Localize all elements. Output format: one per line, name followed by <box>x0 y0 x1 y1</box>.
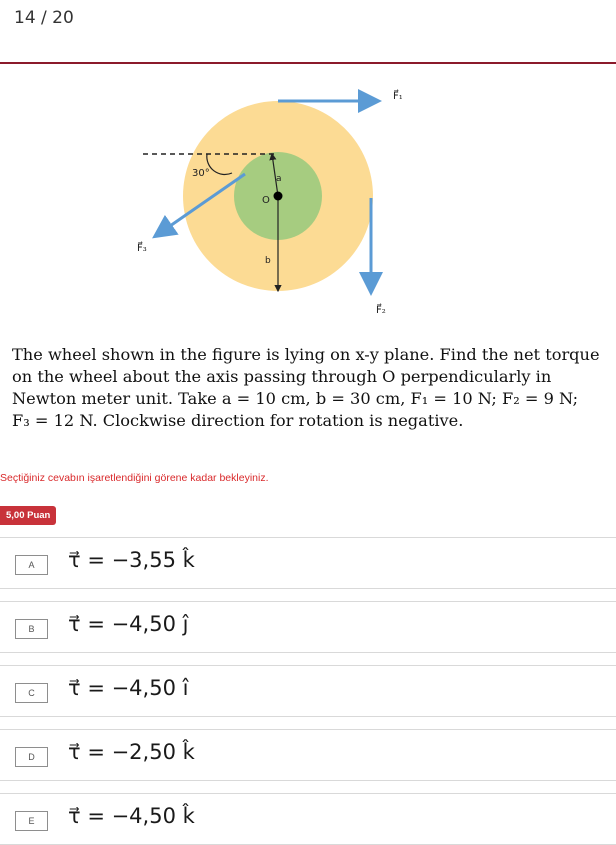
label-o: O <box>262 195 270 206</box>
header-divider <box>0 62 616 64</box>
option-text[interactable]: τ⃗ = −4,50 k̂ <box>68 804 195 828</box>
label-a: a <box>276 174 282 184</box>
label-b: b <box>265 256 271 266</box>
option-text[interactable]: τ⃗ = −3,55 k̂ <box>68 548 195 572</box>
option-text[interactable]: τ⃗ = −2,50 k̂ <box>68 740 195 764</box>
f2-label: F⃗₂ <box>376 305 386 316</box>
points-badge: 5,00 Puan <box>0 506 56 525</box>
option-b[interactable] <box>0 601 616 653</box>
option-letter[interactable]: A <box>15 555 48 575</box>
angle-label: 30° <box>192 168 210 179</box>
question-counter: 14 / 20 <box>14 8 74 28</box>
option-letter[interactable]: B <box>15 619 48 639</box>
option-letter[interactable]: C <box>15 683 48 703</box>
wheel-figure <box>0 70 616 340</box>
option-letter[interactable]: D <box>15 747 48 767</box>
question-line: The wheel shown in the figure is lying on x-y plane. Find the net torque <box>12 345 600 364</box>
question-line: Newton meter unit. Take a = 10 cm, b = 30 cm, F₁ = 10 N; F₂ = 9 N; <box>12 389 579 408</box>
option-text[interactable]: τ⃗ = −4,50 î <box>68 676 189 700</box>
f3-label: F⃗₃ <box>137 243 147 254</box>
option-c[interactable] <box>0 665 616 717</box>
option-letter[interactable]: E <box>15 811 48 831</box>
option-d[interactable] <box>0 729 616 781</box>
f1-label: F⃗₁ <box>393 91 403 102</box>
center-point <box>274 192 283 201</box>
option-e[interactable] <box>0 793 616 845</box>
wait-warning: Seçtiğiniz cevabın işaretlendiğini görene kadar bekleyiniz. <box>0 472 269 484</box>
question-text <box>12 344 602 432</box>
question-line: on the wheel about the axis passing through O perpendicularly in <box>12 367 552 386</box>
option-a[interactable] <box>0 537 616 589</box>
option-text[interactable]: τ⃗ = −4,50 ĵ <box>68 612 189 636</box>
question-line: F₃ = 12 N. Clockwise direction for rotation is negative. <box>12 411 464 430</box>
